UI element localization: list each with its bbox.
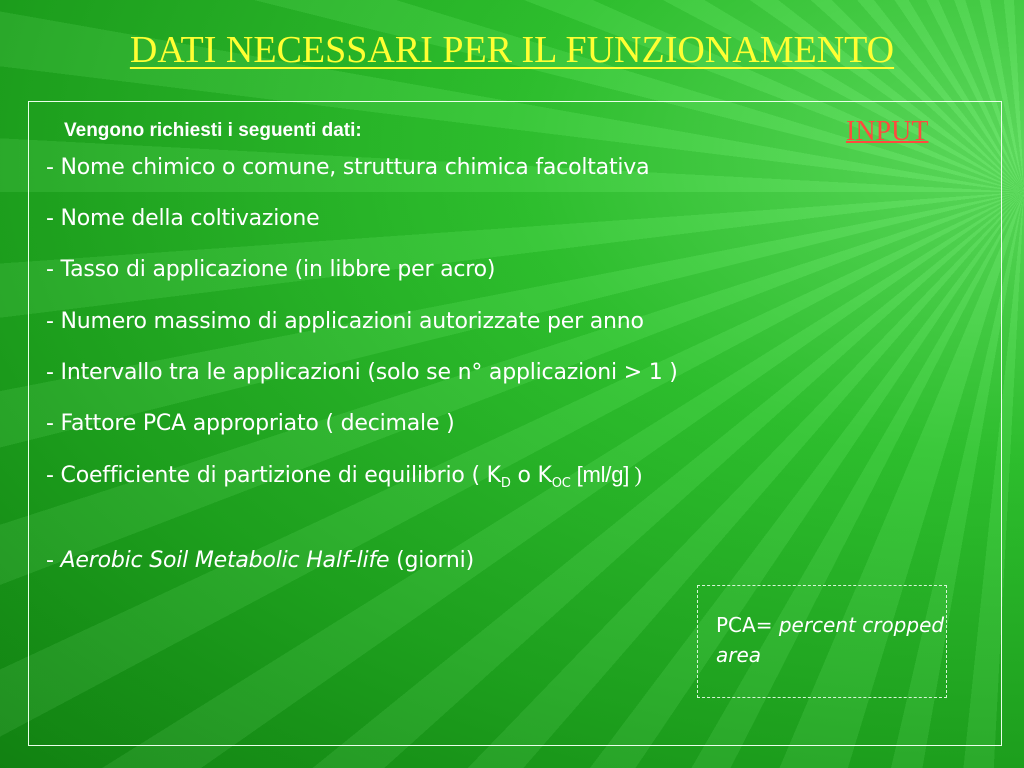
list-item: - Nome chimico o comune, struttura chimica facoltativa bbox=[46, 155, 650, 180]
coef-sub-d: D bbox=[500, 476, 511, 491]
coef-mid: o K bbox=[510, 463, 552, 488]
intro-text: Vengono richiesti i seguenti dati: bbox=[64, 120, 362, 141]
input-tag: INPUT bbox=[846, 116, 929, 147]
list-item-coefficient bbox=[46, 462, 642, 491]
coef-prefix: - Coefficiente di partizione di equilibrio ( K bbox=[46, 463, 501, 488]
coef-unit: [ml/g] bbox=[570, 462, 630, 487]
coef-suffix: ) bbox=[629, 462, 642, 487]
list-item: - Fattore PCA appropriato ( decimale ) bbox=[46, 411, 455, 436]
list-item: - Tasso di applicazione (in libbre per acro) bbox=[46, 257, 496, 282]
pca-definition: percent cropped area bbox=[716, 613, 945, 667]
halflife-rest: (giorni) bbox=[389, 548, 474, 573]
pca-note-box bbox=[697, 585, 947, 698]
halflife-italic: Aerobic Soil Metabolic Half-life bbox=[60, 548, 390, 573]
coef-sub-oc: OC bbox=[551, 476, 571, 491]
list-item-halflife bbox=[46, 548, 474, 573]
pca-label: PCA= bbox=[716, 613, 779, 637]
list-item: - Numero massimo di applicazioni autorizzate per anno bbox=[46, 309, 644, 334]
slide-title: DATI NECESSARI PER IL FUNZIONAMENTO bbox=[129, 29, 895, 71]
list-item: - Intervallo tra le applicazioni (solo se n° applicazioni > 1 ) bbox=[46, 360, 678, 385]
list-item: - Nome della coltivazione bbox=[46, 206, 320, 231]
halflife-dash: - bbox=[46, 548, 61, 573]
